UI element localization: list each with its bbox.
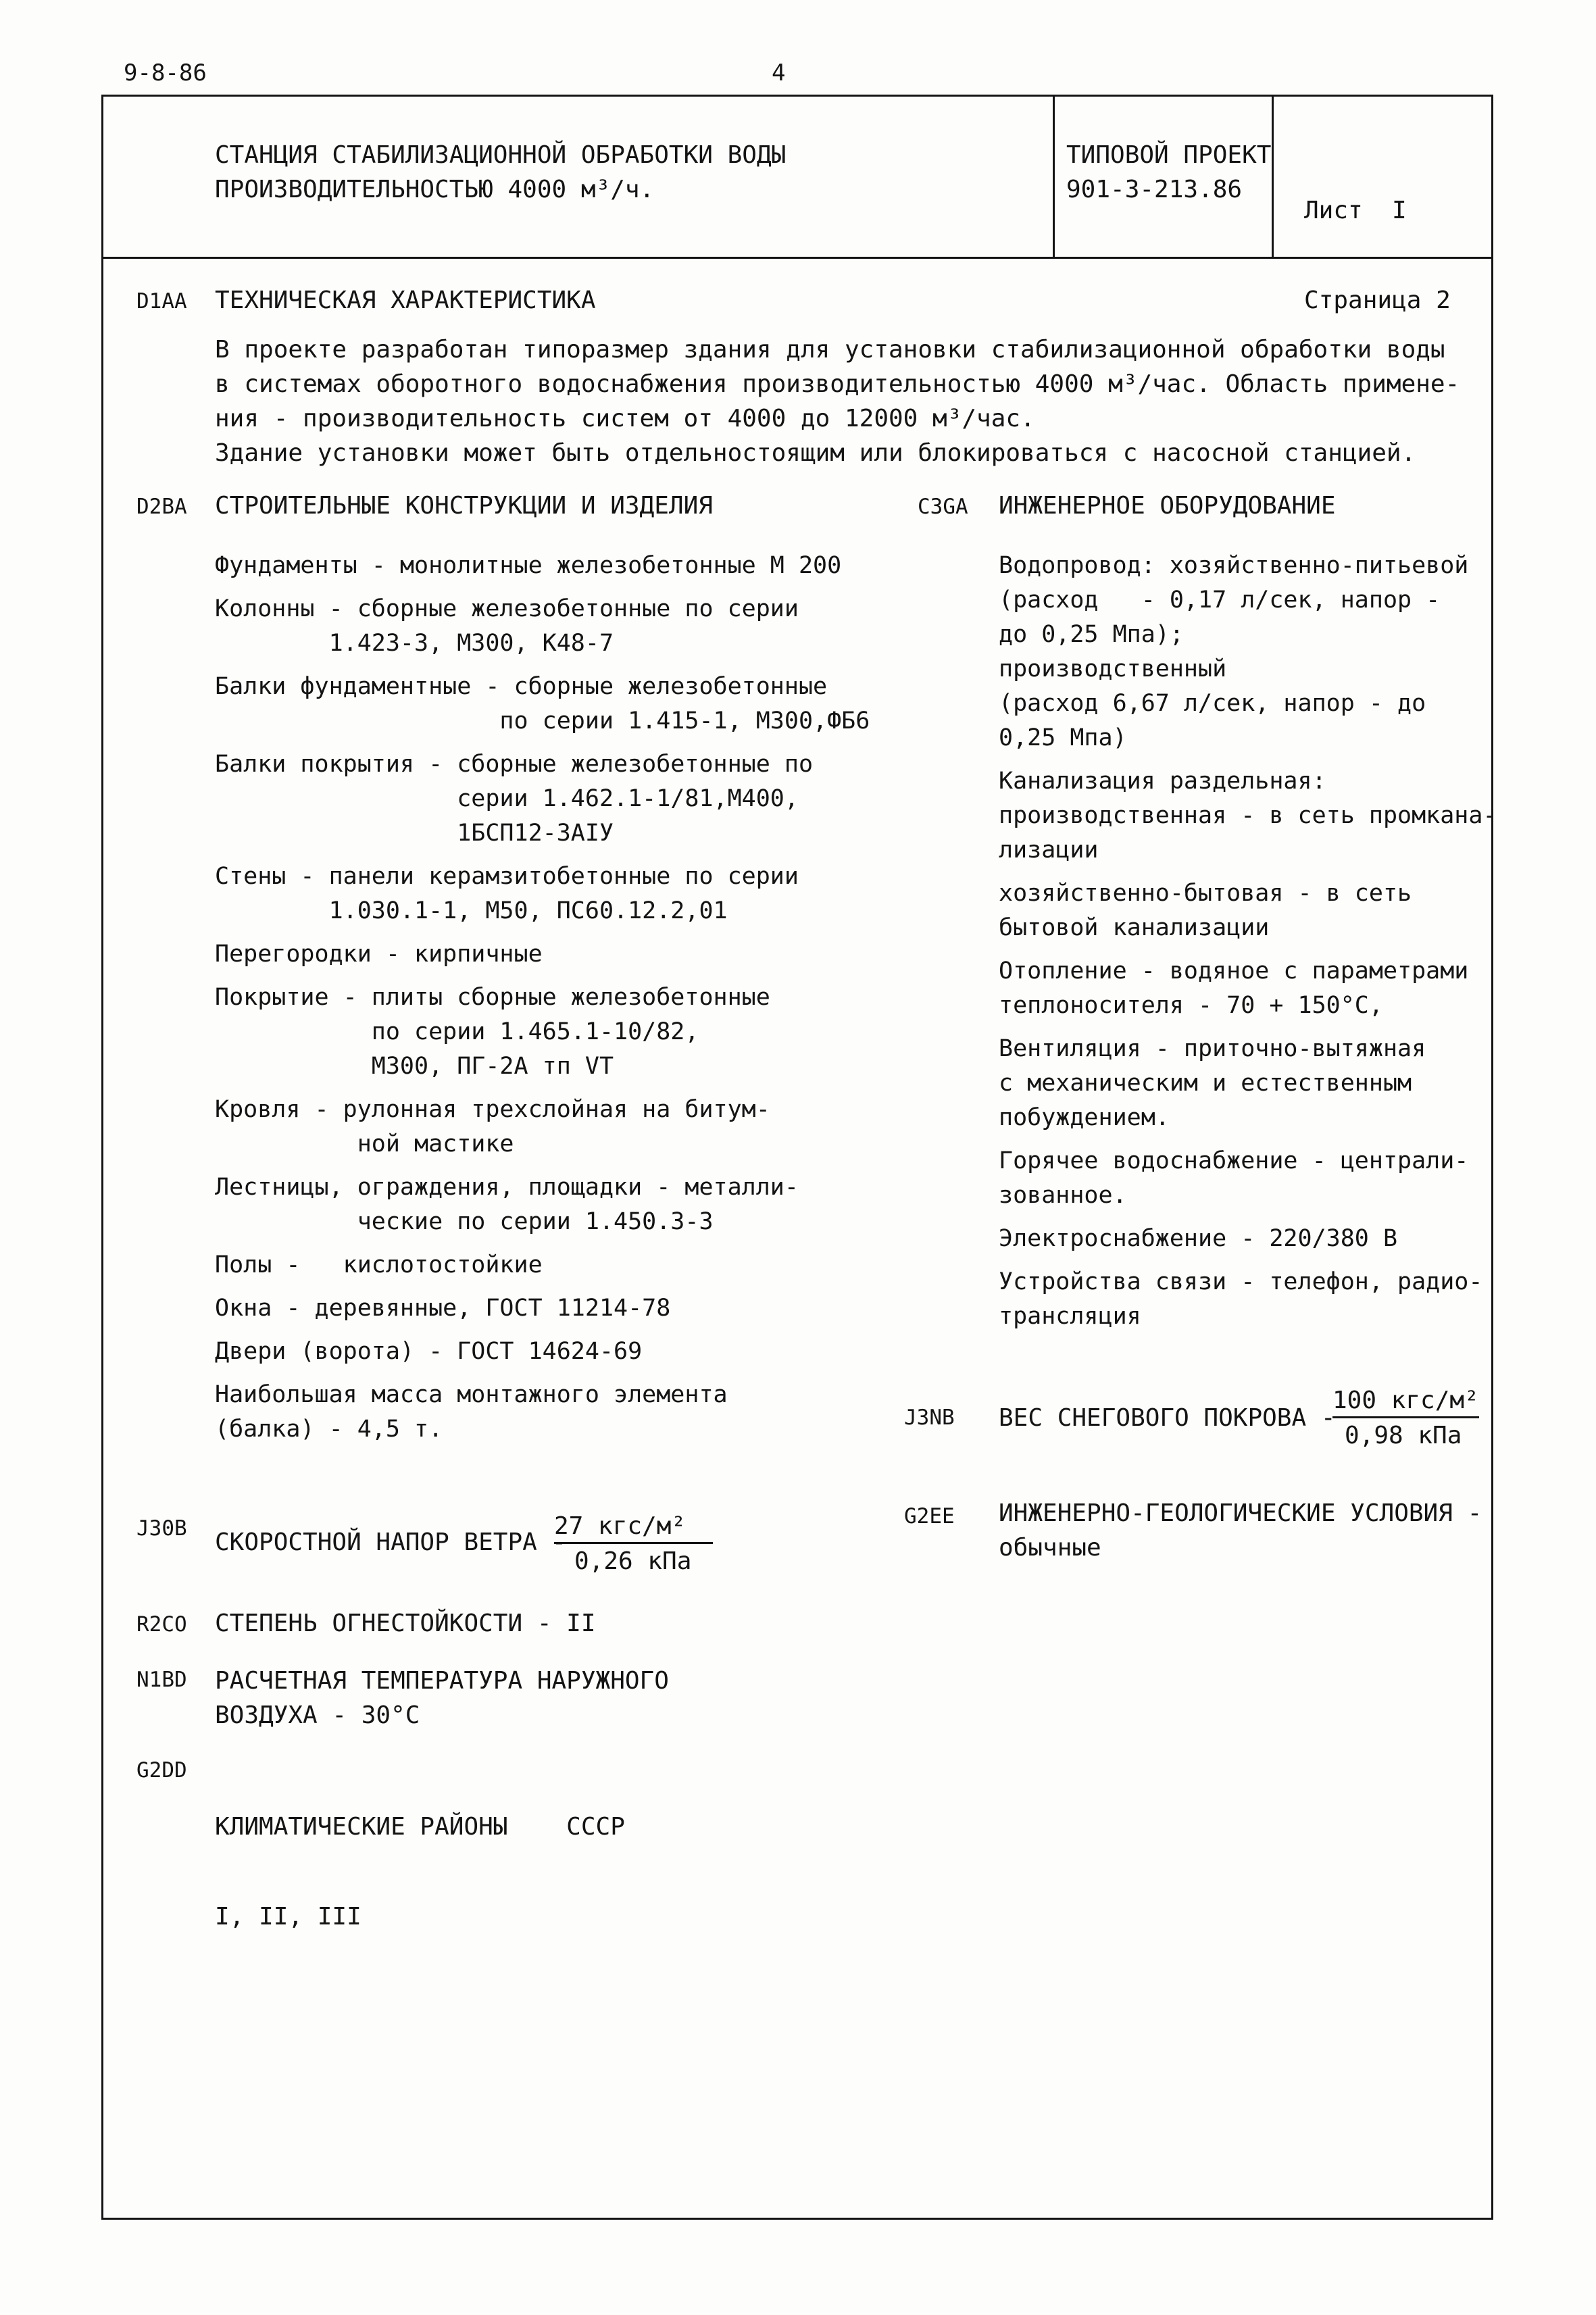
list-item <box>215 747 870 851</box>
item-line: Горячее водоснабжение - централи- <box>999 1147 1469 1174</box>
project-label: ТИПОВОЙ ПРОЕКТ <box>1066 141 1272 169</box>
list-item <box>215 980 870 1084</box>
paragraph-line: ния - производительность систем от 4000 до 12000 м³/час. <box>215 405 1035 432</box>
temperature-line: ВОЗДУХА - 30°С <box>215 1701 420 1729</box>
section-code: J30B <box>136 1516 187 1541</box>
list-item <box>215 860 870 928</box>
item-line: Лестницы, ограждения, площадки - металли- <box>215 1174 799 1201</box>
item-line: теплоносителя - 70 + 150°С, <box>999 992 1383 1019</box>
title-line: ПРОИЗВОДИТЕЛЬНОСТЬЮ 4000 м³/ч. <box>215 176 655 203</box>
item-line: Покрытие - плиты сборные железобетонные <box>215 984 770 1011</box>
section-code: J3NB <box>904 1405 955 1430</box>
section-heading: ТЕХНИЧЕСКАЯ ХАРАКТЕРИСТИКА <box>215 287 596 314</box>
construction-list <box>215 549 870 1455</box>
list-item <box>999 764 1497 868</box>
list-item <box>999 1265 1497 1334</box>
sheet-number: Лист I <box>1304 197 1407 224</box>
item-line: хозяйственно-бытовая - в сеть <box>999 880 1412 907</box>
list-item <box>215 1248 870 1283</box>
list-item <box>215 1291 870 1326</box>
wind-label: СКОРОСТНОЙ НАПОР ВЕТРА - <box>215 1528 581 1556</box>
temperature-line: РАСЧЕТНАЯ ТЕМПЕРАТУРА НАРУЖНОГО <box>215 1667 669 1695</box>
item-line: Наибольшая масса монтажного элемента <box>215 1381 728 1408</box>
list-item <box>999 1222 1497 1256</box>
section-code: N1BD <box>136 1668 187 1692</box>
item-line: лизации <box>999 837 1099 864</box>
list-item <box>215 1170 870 1239</box>
list-item <box>215 1378 870 1447</box>
item-line: Колонны - сборные железобетонные по серии <box>215 595 799 622</box>
item-line: ческие по серии 1.450.3-3 <box>215 1208 714 1235</box>
list-item <box>999 1032 1497 1135</box>
item-line: по серии 1.465.1-10/82, <box>215 1018 699 1045</box>
list-item <box>215 592 870 661</box>
list-item <box>215 549 870 583</box>
item-line: до 0,25 Мпа); <box>999 621 1184 648</box>
date-code: 9-8-86 <box>124 59 207 86</box>
item-line: (расход 6,67 л/сек, напор - до <box>999 690 1426 717</box>
climate-line: КЛИМАТИЧЕСКИЕ РАЙОНЫ СССР <box>215 1813 625 1841</box>
section-code: C3GA <box>918 495 968 519</box>
geo-line: ИНЖЕНЕРНО-ГЕОЛОГИЧЕСКИЕ УСЛОВИЯ - <box>999 1499 1482 1527</box>
item-line: Балки покрытия - сборные железобетонные по <box>215 751 814 778</box>
item-line: Полы - кислотостойкие <box>215 1251 543 1278</box>
item-line: побуждением. <box>999 1104 1170 1131</box>
paragraph-line: В проекте разработан типоразмер здания для установки стабилизационной обработки воды <box>215 336 1445 364</box>
item-line: Электроснабжение - 220/380 В <box>999 1225 1398 1252</box>
item-line: Окна - деревянные, ГОСТ 11214-78 <box>215 1295 671 1322</box>
item-line: Вентиляция - приточно-вытяжная <box>999 1035 1426 1062</box>
item-line: М300, ПГ-2А тп VT <box>215 1053 614 1080</box>
item-line: по серии 1.415-1, М300,ФБ6 <box>215 707 870 735</box>
item-line: Балки фундаментные - сборные железобетонные <box>215 673 828 700</box>
item-line: производственная - в сеть промкана- <box>999 802 1497 829</box>
list-item <box>215 937 870 972</box>
item-line: производственный <box>999 655 1227 682</box>
project-cell <box>1066 138 1271 207</box>
item-line: Канализация раздельная: <box>999 768 1326 795</box>
section-code: G2DD <box>136 1758 187 1783</box>
item-line: Стены - панели керамзитобетонные по серии <box>215 863 799 890</box>
item-line: трансляция <box>999 1303 1141 1330</box>
climate-line: I, II, III <box>215 1903 361 1931</box>
geo-line: обычные <box>999 1534 1101 1562</box>
list-item <box>999 954 1497 1023</box>
fire-resistance: СТЕПЕНЬ ОГНЕСТОЙКОСТИ - II <box>215 1610 596 1637</box>
item-line: 1.030.1-1, М50, ПС60.12.2,01 <box>215 897 728 924</box>
item-line: Фундаменты - монолитные железобетонные М 200 <box>215 552 842 579</box>
snow-label: ВЕС СНЕГОВОГО ПОКРОВА - <box>999 1404 1351 1432</box>
title-block <box>215 138 786 207</box>
geo-block <box>999 1496 1482 1565</box>
item-line: бытовой канализации <box>999 914 1270 941</box>
section-code: D1AA <box>136 289 187 314</box>
snow-numerator: 100 кгс/м² <box>1332 1385 1479 1418</box>
item-line: Отопление - водяное с параметрами <box>999 957 1469 985</box>
list-item <box>999 549 1497 755</box>
item-line: (расход - 0,17 л/сек, напор - <box>999 587 1441 614</box>
item-line: 0,25 Мпа) <box>999 724 1127 751</box>
wind-denominator: 0,26 кПа <box>574 1547 692 1575</box>
item-line: 1БСП12-3АIУ <box>215 820 614 847</box>
item-line: с механическим и естественным <box>999 1070 1412 1097</box>
item-line: Двери (ворота) - ГОСТ 14624-69 <box>215 1338 643 1365</box>
item-line: Перегородки - кирпичные <box>215 941 543 968</box>
page-number: 4 <box>772 59 786 86</box>
section-code: R2CO <box>136 1612 187 1637</box>
title-line: СТАНЦИЯ СТАБИЛИЗАЦИОННОЙ ОБРАБОТКИ ВОДЫ <box>215 141 787 169</box>
list-item <box>215 1335 870 1369</box>
item-line: Устройства связи - телефон, радио- <box>999 1268 1483 1295</box>
item-line: ной мастике <box>215 1130 514 1158</box>
list-item <box>215 1093 870 1162</box>
climate-block <box>215 1754 625 1962</box>
page-label: Страница 2 <box>1304 287 1451 314</box>
tech-paragraph <box>215 332 1460 470</box>
paragraph-line: Здание установки может быть отдельностоящим или блокироваться с насосной станцией. <box>215 439 1416 467</box>
item-line: Кровля - рулонная трехслойная на битум- <box>215 1096 770 1123</box>
temperature-block <box>215 1664 669 1733</box>
list-item <box>215 670 870 739</box>
engineering-list <box>999 549 1497 1343</box>
list-item <box>999 1144 1497 1213</box>
item-line: 1.423-3, М300, К48-7 <box>215 630 614 657</box>
snow-denominator: 0,98 кПа <box>1345 1422 1462 1449</box>
section-code: D2BA <box>136 495 187 519</box>
section-heading: ИНЖЕНЕРНОЕ ОБОРУДОВАНИЕ <box>999 492 1336 520</box>
project-number: 901-3-213.86 <box>1066 176 1243 203</box>
item-line: (балка) - 4,5 т. <box>215 1416 443 1443</box>
paragraph-line: в системах оборотного водоснабжения производительностью 4000 м³/час. Область примене- <box>215 370 1460 398</box>
item-line: Водопровод: хозяйственно-питьевой <box>999 552 1469 579</box>
sheet-cell <box>1304 138 1451 345</box>
section-code: G2EE <box>904 1504 955 1528</box>
section-heading: СТРОИТЕЛЬНЫЕ КОНСТРУКЦИИ И ИЗДЕЛИЯ <box>215 492 713 520</box>
wind-numerator: 27 кгс/м² <box>554 1511 713 1544</box>
list-item <box>999 876 1497 945</box>
item-line: серии 1.462.1-1/81,М400, <box>215 785 799 812</box>
item-line: зованное. <box>999 1182 1127 1209</box>
